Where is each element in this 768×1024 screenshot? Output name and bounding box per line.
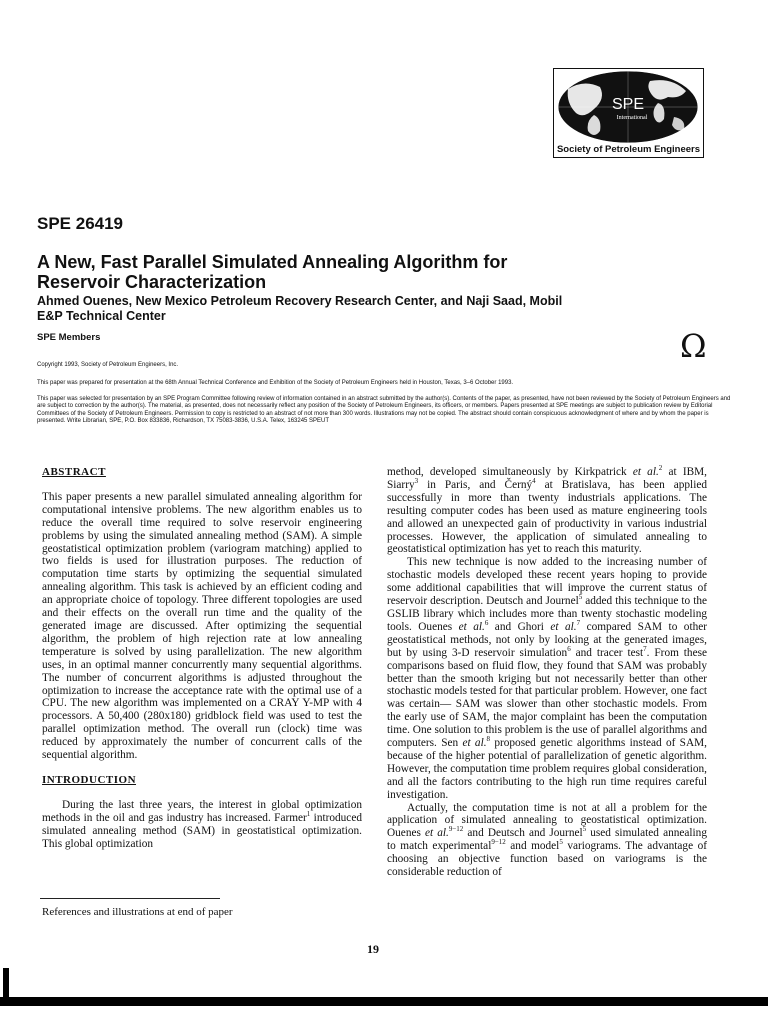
right-paragraph-3: Actually, the computation time is not at all a problem for the application of simulated annealing to geostatistical optimization. Ouenes et al.$^{9-12}$ and Deutsch and Journel$^5$ used simulated annealing to match experimental$^{9-12}$ and model$^5$ variograms. The advantage of choosing an objective function based on variograms is the considerable reduction of <box>387 801 707 879</box>
selection-notice: This paper was selected for presentation by an SPE Program Committee following review of information contained in an abstract submitted by the author(s). Contents of the paper, as presented, have not been reviewed by the Society of Petroleum Engineers and are subject to correction by the author(s). The material, as presented, does not necessarily reflect any position of the Society of Petroleum Engineers, its officers, or members. Papers presented at SPE meetings are subject to publication review by Editorial Committees of the Society of Petroleum Engineers. Permission to copy is restricted to an abstract of not more than 300 words. Illustrations may not be copied. The abstract should contain conspicuous acknowledgment of where and by whom the paper is presented. Write Librarian, SPE, P.O. Box 833836, Richardson, TX 75083-3836, U.S.A. Telex, 163245 SPEUT <box>37 396 731 425</box>
logo-caption: Society of Petroleum Engineers <box>556 144 701 155</box>
logo-subtext: International <box>616 115 648 121</box>
copyright-notice: Copyright 1993, Society of Petroleum Engineers, Inc. <box>37 362 179 368</box>
right-column <box>387 466 707 879</box>
footnote: References and illustrations at end of paper <box>42 906 233 918</box>
paper-title: A New, Fast Parallel Simulated Annealing Algorithm for Reservoir Characterization <box>37 252 508 292</box>
authors: Ahmed Ouenes, New Mexico Petroleum Recovery Research Center, and Naji Saad, Mobil E&P Technical Center <box>37 294 563 323</box>
introduction-heading: INTRODUCTION <box>42 773 137 786</box>
presentation-notice: This paper was prepared for presentation at the 68th Annual Technical Conference and Exhibition of the Society of Petroleum Engineers held in Houston, Texas, 3–6 October 1993. <box>37 380 514 386</box>
right-paragraph-1: method, developed simultaneously by Kirkpatrick et al.$^2$ at IBM, Siarry$^3$ in Paris, and Černý$^4$ at Bratislava, has been applied successfully in more than twenty industrials applications. The resulting computer codes has been used as mature engineering tools and allowed an unexpected gain of productivity in various industrial processes. However, the application of simulated annealing to geostatistical optimization has yet to reach this maturity. <box>387 464 707 556</box>
abstract-text: This paper presents a new parallel simulated annealing algorithm for computational intensive problems. The new algorithm enables us to reduce the overall time required to solve reservoir engineering problems by using the simulated annealing method (SAM). A simple geostatistical optimization problem (variogram matching) applied to two fields is used for illustration purposes. The reduction of computation time starts by optimizing the sequential simulated annealing algorithm. This task is achieved by an efficient coding and an appropriate choice of topology. Three different topologies are used and their effects on the overall run time and the quality of the generated image are discussed. After optimizing the sequential algorithm, the problem of high rejection rate at low annealing temperature is solved by using parallelization. The new algorithm uses, in an optimal manner concurrently many sequential algorithms. The number of concurrent algorithms is adjusted throughout the optimization to increase the acceptance rate with the optimal use of a CPU. The new algorithm was implemented on a CRAY Y-MP with 4 processors. A 50,400 (280x180) gridblock field was used to test the parallel optimization method. The overall run (clock) time was reduced by approximately the number of concurrent calls of the sequential algorithm. <box>42 490 362 762</box>
spe-members: SPE Members <box>37 332 101 343</box>
logo-text: SPE <box>611 96 645 113</box>
page-number: 19 <box>367 942 379 956</box>
scan-edge-mark <box>3 968 9 1000</box>
introduction-paragraph: During the last three years, the interest in global optimization methods in the oil and gas industry has increased. Farmer$^1$ introduced simulated annealing method (SAM) in geostatistical optimization. This global optimization <box>42 798 362 850</box>
left-column <box>42 466 362 850</box>
footnote-rule <box>40 898 220 899</box>
globe-logo-icon <box>554 69 702 145</box>
omega-mark: Ω <box>680 327 707 365</box>
scan-bottom-bar <box>0 997 768 1006</box>
right-paragraph-2: This new technique is now added to the increasing number of stochastic models developed these recent years hoping to provide some additional capabilities that will improve the current status of reservoir description. Deutsch and Journel$^5$ added this technique to the GSLIB library which includes more than twenty stochastic modeling tools. Ouenes et al.$^6$ and Ghori et al.$^7$ compared SAM to other geostatistical methods, not only by looking at the generated images, but by using 3-D reservoir simulation$^6$ and tracer test$^7$. From these comparisons based on fluid flow, they found that SAM was probably better than the smooth kriging but not necessarily better than other stochastic models tested for that particular problem. However, one fact was certain— SAM was slower than other stochastic models. From the early use of SAM, the major complaint has been the computation time. One solution to this problem is the use of parallel algorithms and computers. Sen et al.$^8$ proposed genetic algorithms instead of SAM, because of the higher potential of parallelization of genetic algorithm. However, the computation time problem requires global consideration, and all the factors contributing to the high run time requires careful investigation. <box>387 556 708 801</box>
abstract-heading: ABSTRACT <box>42 466 106 478</box>
paper-number: SPE 26419 <box>37 214 124 233</box>
